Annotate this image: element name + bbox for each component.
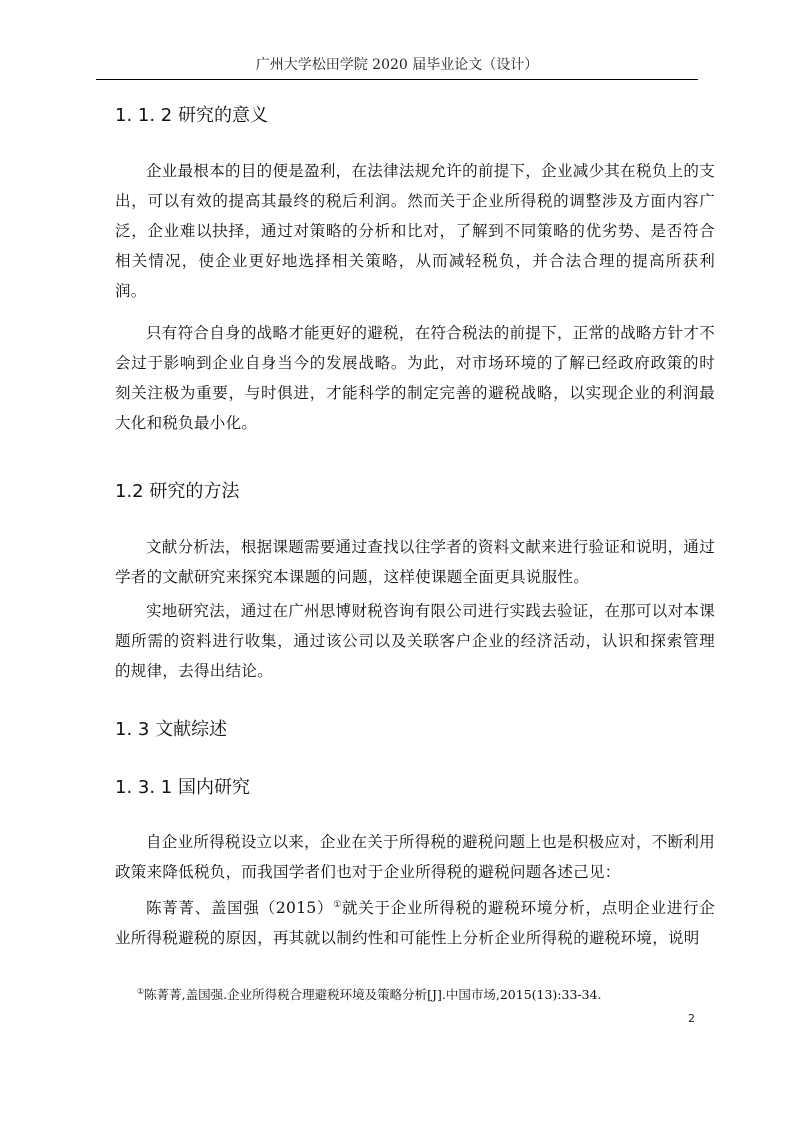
paragraph: 实地研究法，通过在广州思博财税咨询有限公司进行实践去验证，在那可以对本课题所需的资料进行收集，通过该公司以及关联客户企业的经济活动，认识和探索管理的规律，去得出结论。 [115, 602, 715, 680]
paragraph-text: 陈菁菁、盖国强（2015） [146, 899, 334, 917]
paragraph [115, 893, 715, 953]
paragraph: 文献分析法，根据课题需要通过查找以往学者的资料文献来进行验证和说明，通过学者的文献研究来探究本课题的问题，这样使课题全面更具说服性。 [115, 538, 715, 586]
paragraph-text: 就关于企业所得税的避税环境分析，点明企业进行企业所得税避税的原因，再其就以制约性和可能性上分析企业所得税的避税环境，说明 [115, 899, 715, 947]
paragraph: 只有符合自身的战略才能更好的避税，在符合税法的前提下，正常的战略方针才不会过于影响到企业自身当今的发展战略。为此，对市场环境的了解已经政府政策的时刻关注极为重要，与时俱进，才能科学的制定完善的避税战略，以实现企业的利润最大化和税负最小化。 [115, 324, 715, 432]
section-heading-1-1-2: 1. 1. 2 研究的意义 [115, 105, 268, 126]
paragraph: 自企业所得税设立以来，企业在关于所得税的避税问题上也是积极应对，不断利用政策来降低税负，而我国学者们也对于企业所得税的避税问题各述己见： [115, 833, 715, 881]
page-header: 广州大学松田学院 2020 届毕业论文（设计） [96, 55, 698, 80]
footnote-reference[interactable]: ① [333, 899, 343, 910]
section-heading-1-3-1: 1. 3. 1 国内研究 [115, 777, 250, 798]
section-heading-1-2: 1.2 研究的方法 [115, 481, 240, 502]
section-heading-1-3: 1. 3 文献综述 [115, 719, 228, 740]
page-number: 2 [688, 1012, 695, 1025]
footnote [137, 985, 697, 1005]
footnote-text: 陈菁菁,盖国强.企业所得税合理避税环境及策略分析[J].中国市场,2015(13):33-34. [144, 987, 602, 1002]
paragraph: 企业最根本的目的便是盈利，在法律法规允许的前提下，企业减少其在税负上的支出，可以有效的提高其最终的税后利润。然而关于企业所得税的调整涉及方面内容广泛，企业难以抉择，通过对策略的分析和比对，了解到不同策略的优劣势、是否符合相关情况，使企业更好地选择相关策略，从而减轻税负，并合法合理的提高所获利润。 [115, 162, 715, 300]
footnote-mark: ① [137, 986, 145, 996]
